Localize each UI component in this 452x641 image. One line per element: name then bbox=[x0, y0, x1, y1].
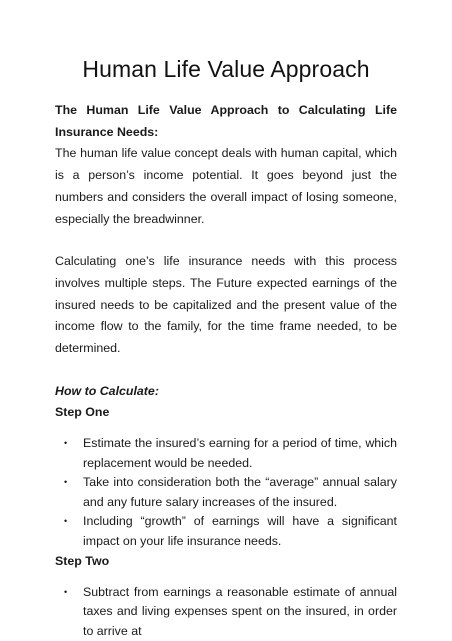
step-one-label: Step One bbox=[55, 405, 110, 420]
document-page bbox=[55, 54, 397, 641]
list-item bbox=[55, 512, 397, 551]
step-one-list bbox=[55, 434, 397, 551]
list-item-text: Including “growth” of earnings will have a significant impact on your life insurance needs. bbox=[83, 514, 397, 548]
intro-heading: The Human Life Value Approach to Calculating Life Insurance Needs: bbox=[55, 103, 397, 139]
bullet-icon: • bbox=[64, 586, 68, 597]
spacer bbox=[55, 360, 397, 381]
list-item-text: Estimate the insured’s earning for a period of time, which replacement would be needed. bbox=[83, 436, 397, 470]
list-item bbox=[55, 473, 397, 512]
intro-paragraph-2: Calculating one’s life insurance needs with this process involves multiple steps. The Future expected earnings of the insured needs to be capitalized and the present value of the income flow to the family, for the time frame needed, to be determined. bbox=[55, 254, 397, 356]
bullet-icon: • bbox=[64, 438, 68, 449]
list-item-text: Take into consideration both the “average” annual salary and any future salary increases of the insured. bbox=[83, 475, 397, 509]
step-two-label: Step Two bbox=[55, 554, 110, 569]
spacer bbox=[55, 424, 397, 434]
list-item-text: Subtract from earnings a reasonable estimate of annual taxes and living expenses spent on the insured, in order to arrive at bbox=[83, 584, 397, 638]
list-item bbox=[55, 434, 397, 473]
bullet-icon: • bbox=[64, 516, 68, 527]
step-two-list bbox=[55, 583, 397, 641]
spacer bbox=[55, 573, 397, 583]
list-item bbox=[55, 583, 397, 641]
intro-paragraph-1: The human life value concept deals with human capital, which is a person’s income potential. It goes beyond just the numbers and considers the overall impact of losing someone, especially the breadwinner. bbox=[55, 146, 397, 226]
how-to-heading: How to Calculate: bbox=[55, 383, 159, 398]
spacer bbox=[55, 230, 397, 251]
bullet-icon: • bbox=[64, 477, 68, 488]
page-title: Human Life Value Approach bbox=[82, 56, 370, 82]
